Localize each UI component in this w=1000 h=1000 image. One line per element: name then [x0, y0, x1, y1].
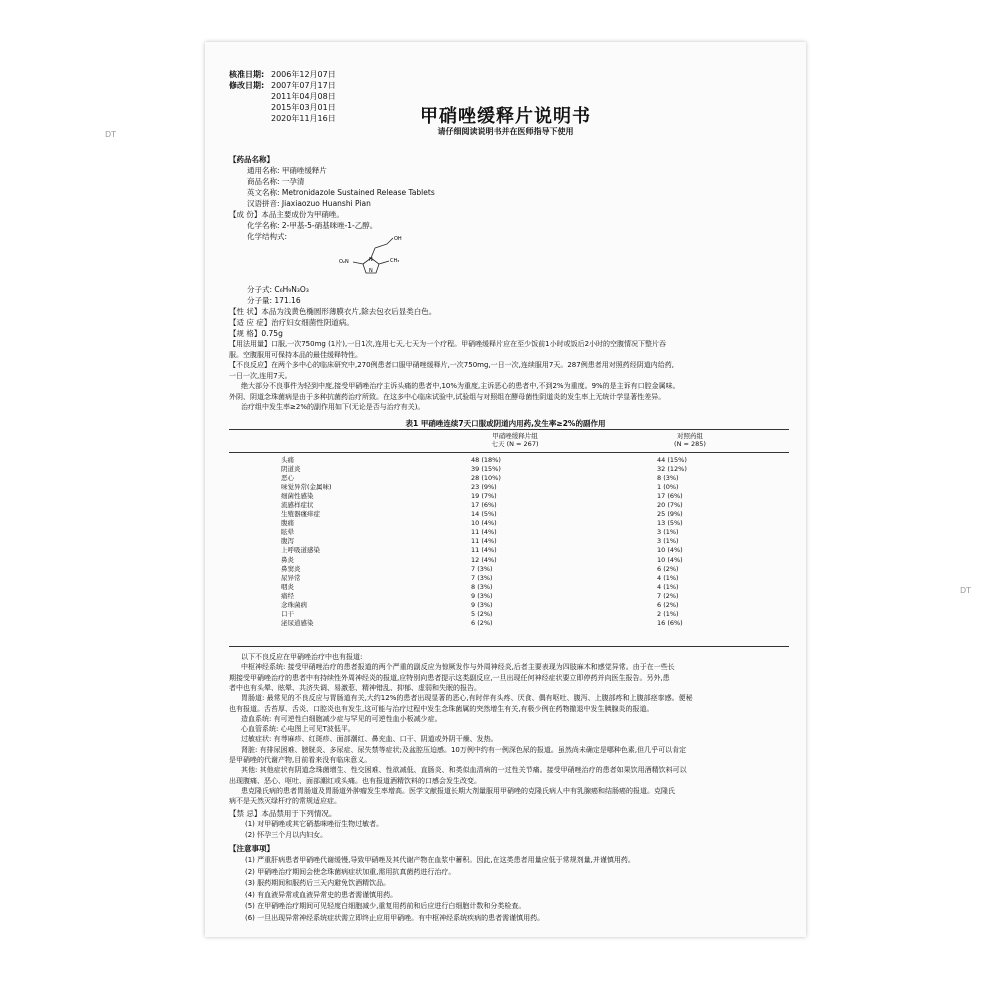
other-reaction-line: 是甲硝唑的代谢产物,目前看来没有临床意义。 — [229, 756, 372, 764]
english-name: 英文名称: Metronidazole Sustained Release Tablets — [247, 188, 435, 197]
treatment-value: 5 (2%) — [471, 609, 493, 618]
generic-name: 通用名称: 甲硝唑缓释片 — [247, 166, 327, 175]
other-reaction-line: 期接受甲硝唑治疗的患者中有持续性外周神经炎的报道,应特别向患者提示这类副反应,一旦出现任何神经症状要立即停药并向医生报告。另外,患 — [229, 673, 670, 682]
control-value: 4 (1%) — [657, 582, 679, 591]
other-reaction-line: 者中也有头晕、眩晕、共济失调、易激惹、精神错乱、抑郁、虚弱和失眠的报告。 — [229, 683, 481, 692]
control-value: 3 (1%) — [657, 537, 679, 546]
table-row — [265, 574, 777, 583]
effect-name: 咽炎 — [281, 582, 294, 591]
other-reaction-line: 以下不良反应在甲硝唑治疗中也有报道: — [241, 653, 363, 661]
treatment-value: 48 (18%) — [471, 456, 501, 465]
table-row — [265, 492, 777, 501]
table-row — [265, 483, 777, 492]
table-row — [265, 537, 777, 546]
treatment-value: 17 (6%) — [471, 501, 497, 510]
effect-name: 口干 — [281, 609, 294, 618]
modified-date: 2007年07月17日 — [271, 81, 336, 90]
table-title: 表1 甲硝唑连续7天口服或阴道内用药,发生率≥2%的副作用 — [405, 419, 606, 428]
table-row — [265, 519, 777, 528]
other-reaction-line: 中枢神经系统: 接受甲硝唑治疗的患者报道的两个严重的副反应为惊厥发作与外周神经炎,后者主要表现为四肢麻木和感觉异常。由于在一些长 — [241, 663, 675, 672]
control-value: 2 (1%) — [657, 609, 679, 618]
table-row — [265, 601, 777, 610]
struct-label: OH — [394, 236, 402, 242]
document-title: 甲硝唑缓释片说明书 — [420, 106, 591, 127]
approved-label: 核准日期: — [229, 70, 265, 79]
modified-label: 修改日期: — [229, 81, 265, 90]
adverse-line: 一日一次,连用7天。 — [229, 371, 292, 380]
table-row — [265, 456, 777, 465]
other-reaction-line: 也有报道。舌苔厚、舌炎、口腔炎也有发生,这可能与治疗过程中发生念珠菌属的突然增生有关,有极少例在药物撤退中发生胰腺炎的报道。 — [229, 704, 654, 713]
effect-name: 恶心 — [281, 474, 294, 483]
table-row — [265, 465, 777, 474]
control-value: 13 (5%) — [657, 519, 683, 528]
other-reaction-line: 过敏症状: 有荨麻疹、红斑疹、面部潮红、鼻充血、口干、阴道或外阴干燥、发热。 — [241, 735, 498, 744]
contraindication-item: (1) 对甲硝唑或其它硝基咪唑衍生物过敏者。 — [245, 820, 384, 828]
control-value: 16 (6%) — [657, 618, 683, 627]
table-row — [265, 474, 777, 483]
control-value: 8 (3%) — [657, 474, 679, 483]
precaution-item: (2) 甲硝唑治疗期间会使念珠菌病症状加重,需用抗真菌药进行治疗。 — [245, 867, 456, 876]
control-value: 1 (0%) — [657, 483, 679, 492]
treatment-value: 6 (2%) — [471, 618, 493, 627]
control-value: 17 (6%) — [657, 492, 683, 501]
modified-date: 2020年11月16日 — [271, 114, 336, 123]
effect-name: 泌尿道感染 — [281, 618, 314, 627]
adverse-para: 外阴、阴道念珠菌病是由于多种抗菌药治疗所致。在这多中心临床试验中,试验组与对照组在酵母菌性阴道炎的发生率上无统计学显著性差异。 — [229, 392, 666, 401]
contraindications-header: 【禁 忌】本品禁用于下列情况。 — [229, 809, 337, 818]
precaution-item: (4) 有血液异常或血液异常史的患者需谨慎用药。 — [245, 890, 398, 899]
chemical-name: 化学名称: 2-甲基-5-硝基咪唑-1-乙醇。 — [247, 221, 378, 230]
control-value: 32 (12%) — [657, 465, 687, 474]
treatment-value: 28 (10%) — [471, 474, 501, 483]
table-row — [265, 528, 777, 537]
control-value: 25 (9%) — [657, 510, 683, 519]
treatment-value: 8 (3%) — [471, 582, 493, 591]
effect-name: 尿异常 — [281, 573, 301, 582]
properties-line: 【性 状】本品为浅黄色椭圆形薄膜衣片,除去包衣后显类白色。 — [229, 307, 437, 316]
control-value: 4 (1%) — [657, 573, 679, 582]
structure-label: 化学结构式: — [247, 232, 288, 241]
col-header-line: (N = 285) — [674, 440, 706, 448]
other-reaction-line: 其他: 其他症状有阴道念珠菌增生、性交困难、性欲减低、直肠炎、和类似血清病的一过性关节痛。接受甲硝唑治疗的患者如果饮用酒精饮料可以 — [241, 766, 687, 775]
precaution-item: (6) 一旦出现异常神经系统症状需立即终止应用甲硝唑。有中枢神经系统疾病的患者需谨慎用药。 — [245, 913, 545, 922]
effect-name: 腹痛 — [281, 519, 294, 528]
molecular-weight: 分子量: 171.16 — [247, 296, 301, 305]
drug-name-header: 【药品名称】 — [229, 155, 274, 164]
other-reaction-line: 心血管系统: 心电图上可见T波低平。 — [241, 725, 355, 734]
effect-name: 味觉异常(金属味) — [281, 483, 332, 492]
other-reaction-line: 胃肠道: 最常见的不良反应与胃肠道有关,大约12%的患者出现显著的恶心,有时伴有头疼、厌食、偶有呕吐、腹泻、上腹部疼和上腹部痉挛感。便秘 — [241, 694, 693, 703]
effect-name: 细菌性感染 — [281, 492, 314, 501]
col-header-line: 对照药组 — [677, 432, 703, 440]
treatment-value: 11 (4%) — [471, 546, 497, 555]
treatment-value: 11 (4%) — [471, 528, 497, 537]
treatment-value: 11 (4%) — [471, 537, 497, 546]
table-row — [265, 610, 777, 619]
other-reaction-line: 肾脏: 有排尿困难、膀胱炎、多尿症、尿失禁等症状;及盆腔压迫感。10万例中约有一例深色尿的报道。虽然尚未确定是哪种色素,但几乎可以肯定 — [241, 745, 687, 754]
table-row — [265, 592, 777, 601]
col-header-line: 甲硝唑缓释片组 — [492, 432, 538, 440]
treatment-value: 12 (4%) — [471, 555, 497, 564]
document-subtitle: 请仔细阅读说明书并在医师指导下使用 — [437, 127, 574, 136]
treatment-value: 7 (3%) — [471, 564, 493, 573]
effect-name: 腹泻 — [281, 537, 294, 546]
treatment-value: 14 (5%) — [471, 510, 497, 519]
effect-name: 流感样症状 — [281, 501, 314, 510]
effect-name: 上呼吸道感染 — [281, 546, 320, 555]
molecular-formula: 分子式: C₆H₉N₃O₃ — [247, 285, 309, 294]
treatment-value: 19 (7%) — [471, 492, 497, 501]
table-row — [265, 501, 777, 510]
precaution-item: (5) 在甲硝唑治疗期间可见轻度白细胞减少,重复用药前和后应进行白细胞计数和分类检查。 — [245, 902, 526, 910]
dosage-line: 【用法用量】口服,一次750mg (1片),一日1次,连用七天,七天为一个疗程。甲硝唑缓释片应在至少饭前1小时或饭后2小时的空腹情况下整片吞 — [229, 340, 667, 348]
adverse-line: 【不良反应】在两个多中心的临床研究中,270例患者口服甲硝唑缓释片,一次750mg,一日一次,连续服用7天。287例患者用对照药经阴道内给药, — [229, 361, 674, 369]
table-row — [265, 583, 777, 592]
control-value: 3 (1%) — [657, 528, 679, 537]
table-row — [265, 619, 777, 628]
pinyin-name: 汉语拼音: Jiaxiaozuo Huanshi Pian — [247, 199, 371, 208]
treatment-value: 9 (3%) — [471, 600, 493, 609]
indications-line: 【适 应 症】治疗妇女细菌性阴道病。 — [229, 318, 354, 327]
watermark: DT — [960, 586, 972, 595]
effect-name: 阴道炎 — [281, 465, 301, 474]
table-top-rule — [229, 429, 789, 430]
table-bottom-rule — [229, 646, 789, 647]
treatment-value: 9 (3%) — [471, 591, 493, 600]
treatment-value: 10 (4%) — [471, 519, 497, 528]
precaution-item: (1) 严重肝病患者甲硝唑代谢缓慢,导致甲硝唑及其代谢产物在血浆中蓄积。因此,在这类患者用量应低于常规剂量,并谨慎用药。 — [245, 856, 635, 864]
table-row — [265, 556, 777, 565]
trade-name: 商品名称: 一孕清 — [247, 177, 305, 186]
composition-line: 【成 份】本品主要成份为甲硝唑。 — [229, 210, 344, 219]
control-value: 20 (7%) — [657, 501, 683, 510]
adverse-para: 治疗组中发生率≥2%的副作用如下(无论是否与治疗有关)。 — [241, 403, 425, 411]
precautions-header: 【注意事项】 — [229, 844, 274, 853]
other-reaction-line: 患克隆氏病的患者胃肠道及胃肠道外肿瘤发生率增高。医学文献报道长期大剂量服用甲硝唑的克隆氏病人中有乳腺癌和结肠癌的报道。克隆氏 — [241, 786, 675, 795]
spec-line: 【规 格】0.75g — [229, 329, 283, 338]
table-col-header — [645, 432, 735, 448]
struct-label: N — [369, 268, 373, 274]
adverse-effects-table — [265, 456, 777, 628]
treatment-value: 7 (3%) — [471, 573, 493, 582]
effect-name: 鼻炎 — [281, 555, 294, 564]
other-reaction-line: 出现腹痛、恶心、呕吐、面部潮红或头痛。也有报道酒精饮料的口感会发生改变。 — [229, 776, 481, 785]
other-reaction-line: 病不是天然灭绿杆疗的常规适应症。 — [229, 797, 341, 806]
col-header-line: 七天 (N = 267) — [491, 440, 539, 448]
watermark: DT — [105, 130, 117, 139]
other-reaction-line: 造血系统: 有可逆性白细胞减少症与罕见的可逆性血小板减少症。 — [241, 714, 442, 723]
contraindication-item: (2) 怀孕三个月以内妇女。 — [245, 831, 328, 839]
treatment-value: 23 (9%) — [471, 483, 497, 492]
control-value: 44 (15%) — [657, 456, 687, 465]
control-value: 6 (2%) — [657, 600, 679, 609]
effect-name: 鼻窦炎 — [281, 564, 301, 573]
leaflet-sheet — [205, 42, 806, 937]
effect-name: 头痛 — [281, 456, 294, 465]
struct-label: N — [369, 257, 373, 263]
table-header-rule — [229, 452, 789, 453]
effect-name: 眩晕 — [281, 528, 294, 537]
table-row — [265, 565, 777, 574]
modified-date: 2011年04月08日 — [271, 92, 336, 101]
precaution-item: (3) 服药期间和服药后三天内避免饮酒精饮品。 — [245, 879, 391, 887]
table-row — [265, 510, 777, 519]
adverse-para: 绝大部分不良事件为轻到中度,接受甲硝唑治疗主诉头痛的患者中,10%为重度,主诉恶心的患者中,不到2%为重度。9%的是主诉有口腔金属味。 — [241, 382, 680, 390]
struct-label: O₂N — [339, 259, 349, 265]
control-value: 10 (4%) — [657, 555, 683, 564]
table-row — [265, 546, 777, 555]
approved-date: 2006年12月07日 — [271, 70, 336, 79]
chemical-structure — [323, 232, 423, 282]
effect-name: 生殖器瘙痒症 — [281, 510, 320, 519]
effect-name: 念珠菌病 — [281, 600, 307, 609]
effect-name: 痛经 — [281, 591, 294, 600]
control-value: 6 (2%) — [657, 564, 679, 573]
treatment-value: 39 (15%) — [471, 465, 501, 474]
modified-date: 2015年03月01日 — [271, 103, 336, 112]
dosage-line: 服。空腹服用可保持本品的最佳缓释特性。 — [229, 350, 362, 359]
table-col-header — [455, 432, 575, 448]
control-value: 7 (2%) — [657, 591, 679, 600]
struct-label: CH₃ — [390, 258, 400, 264]
control-value: 10 (4%) — [657, 546, 683, 555]
